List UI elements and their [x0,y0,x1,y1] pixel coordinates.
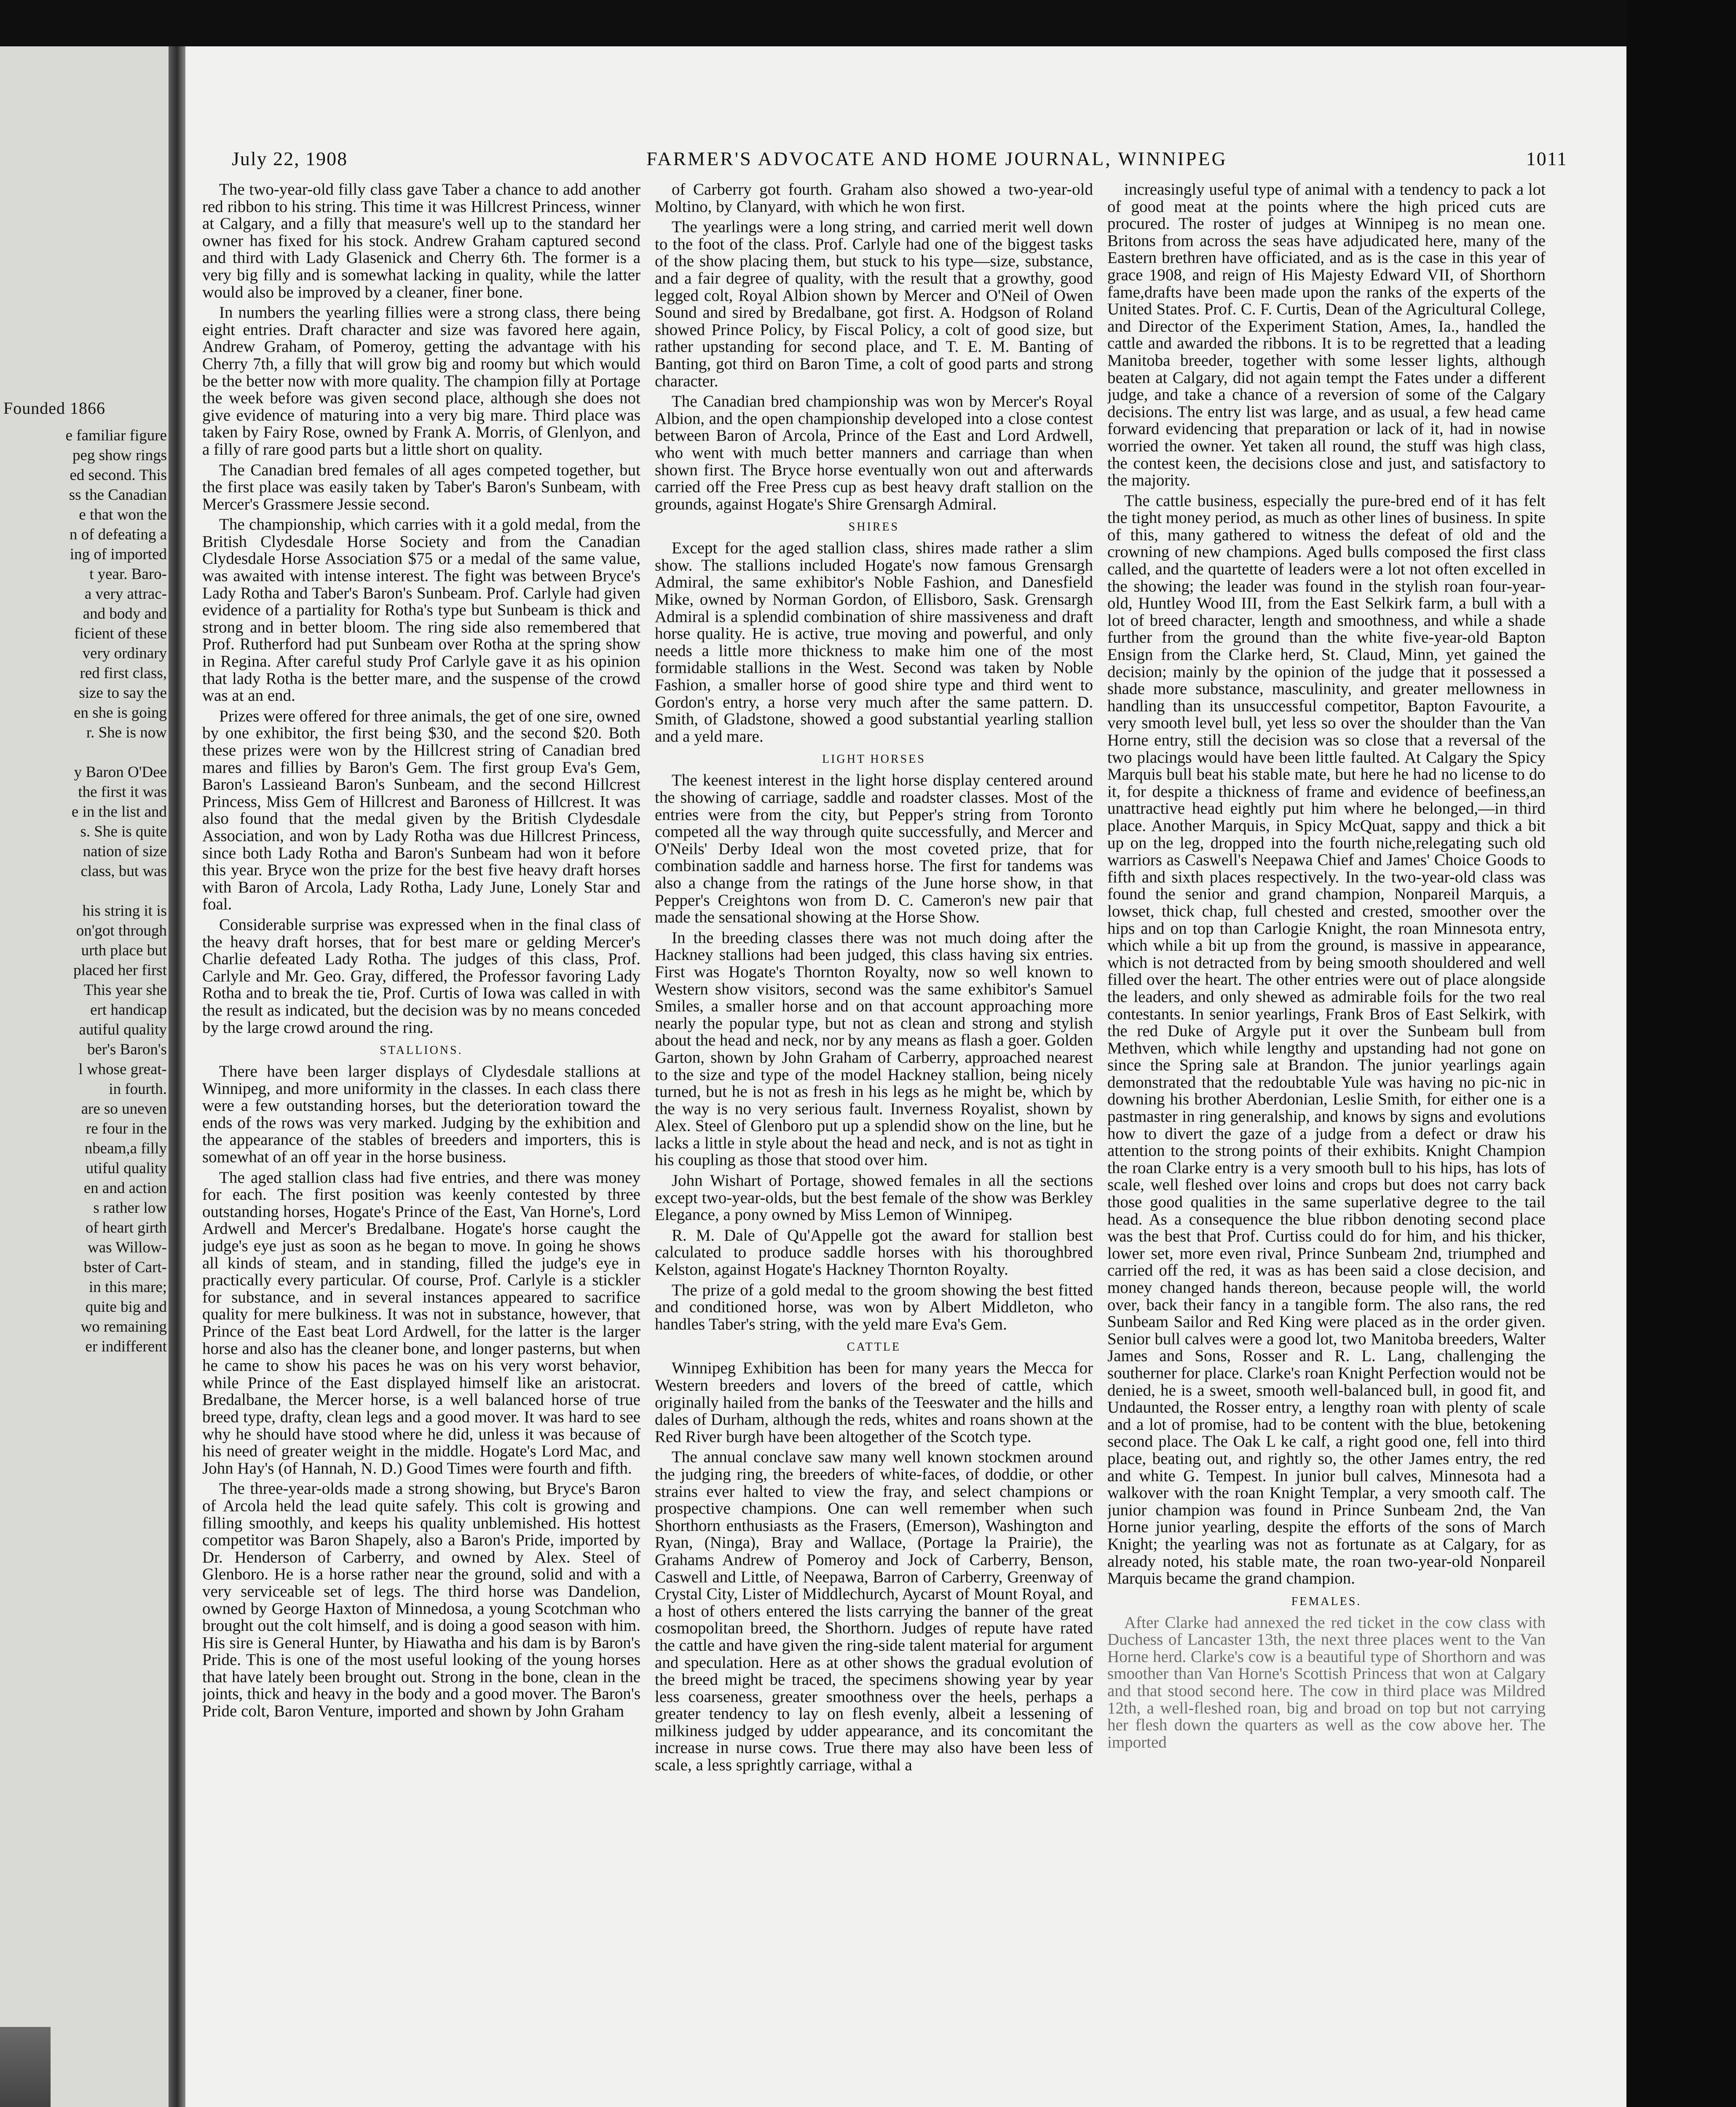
column-3-paragraphs [1107,181,1546,1587]
paragraph: Considerable surprise was expressed when in the final class of the heavy draft horses, that for best mare or gelding Mercer's Charlie defeated Lady Rotha. The judges of this class, Prof. Carlyle and Mr. Geo. Gray, differed, the Professor favoring Lady Rotha and to break the tie, Prof. Curtis of Iowa was called in with the result as indicated, but the decision was by no means conceded by the large crowd around the ring. [202,915,640,1037]
previous-page-line: red first class, [80,665,167,682]
previous-page-line: very ordinary [82,645,167,662]
previous-page-fragment [0,46,169,2107]
main-page [185,46,1626,2107]
previous-page-line: utiful quality [86,1160,167,1177]
paragraph: R. M. Dale of Qu'Appelle got the award for stallion best calculated to produce saddle horses with his thoroughbred Kelston, against Hogate's Hackney Thornton Royalty. [655,1226,1093,1279]
previous-page-line: t year. Baro- [89,566,167,583]
column-2-paragraphs-c [655,772,1093,1333]
paragraph: The yearlings were a long string, and carried merit well down to the foot of the class. Prof. Carlyle had one of the biggest tasks of the show placing them, but stuck to his type—size, substance, and a fair degree of quality, with the result that a growthy, good legged colt, Royal Albion shown by Mercer and O'Neil of Owen Sound and sired by Bredalbane, got first. A. Hodgson of Roland showed Prince Policy, by Fiscal Policy, a colt of good size, but rather upstanding for second place, and T. E. M. Banting of Banting, got third on Baron Time, a colt of good parts and strong character. [655,218,1093,390]
paragraph: Except for the aged stallion class, shires made rather a slim show. The stallions included Hogate's now famous Grensargh Admiral, the same exhibitor's Noble Fashion, and Danesfield Mike, owned by Norman Gordon, of Ellisboro, Sask. Grensargh Admiral is a splendid combination of shire massiveness and draft horse quality. He is active, true moving and powerful, and only needs a little more thickness to make him one of the most formidable stallions in the West. Second was taken by Noble Fashion, a smaller horse of good shire type and third went to Gordon's entry, a horse very much after the same pattern. D. Smith, of Gladstone, showed a good substantial yearling stallion and a yeld mare. [655,539,1093,745]
paragraph: There have been larger displays of Clydesdale stallions at Winnipeg, and more uniformity in the classes. In each class there were a few outstanding horses, but the deterioration toward the ends of the rows was very marked. Judging by the exhibition and the appearance of the stables of breeders and importers, this is somewhat of an off year in the horse business. [202,1062,640,1166]
paragraph: The Canadian bred championship was won by Mercer's Royal Albion, and the open championship developed into a close contest between Baron of Arcola, Prince of the East and Lord Ardwell, who went with much better manners and carriage than when shown first. The Bryce horse eventually won out and afterwards carried off the Free Press cup as best heavy draft stallion on the grounds, against Hogate's Shire Grensargh Admiral. [655,392,1093,513]
previous-page-line: y Baron O'Dee [74,764,167,781]
paragraph: In numbers the yearling fillies were a strong class, there being eight entries. Draft character and size was favored here again, Andrew Graham, of Pomeroy, getting the advantage with his Cherry 7th, a filly that will grow big and roomy but which would be the better now with more quality. The champion filly at Portage the week before was given second place, although she does not give evidence of maturing into a very big mare. Third place was taken by Fairy Rose, owned by Frank A. Morris, of Glenlyon, and a filly of rare good parts but a little short on quality. [202,303,640,458]
photo-fragment [0,2027,51,2107]
previous-page-line: l whose great- [78,1061,167,1078]
section-heading-light-horses: LIGHT HORSES [822,753,926,766]
column-2-paragraphs-b [655,540,1093,745]
paragraph: After Clarke had annexed the red ticket in the cow class with Duchess of Lancaster 13th, the next three places went to the Van Horne herd. Clarke's cow is a beautiful type of Shorthorn and was smoother than Van Horne's Scottish Princess that won at Calgary and that stood second here. The cow in third place was Mildred 12th, a well-fleshed roan, big and broad on top but not carrying her flesh down the quarters as well as the cow above her. The imported [1107,1613,1546,1751]
previous-page-line: e in the list and [71,803,167,820]
previous-page-line: nation of size [83,843,167,860]
previous-page-line: class, but was [80,863,167,880]
paragraph: In the breeding classes there was not much doing after the Hackney stallions had been judged, this class having six entries. First was Hogate's Thornton Royalty, now so well known to Western show visitors, second was the same exhibitor's Samuel Smiles, a smaller horse and on that account approaching more nearly the popular type, but not as clean and strong and stylish about the head and neck, nor by any means as flash a goer. Golden Garton, shown by John Graham of Carberry, approached nearest to the size and type of the model Hackney stallion, being nicely turned, but he is not as fresh in his legs as he might be, which by the way is no very serious fault. Inverness Royalist, shown by Alex. Steel of Glenboro put up a splendid show on the line, but he lacks a little in style about the head and neck, and is not as tight in his coupling as those that stood over him. [655,928,1093,1169]
paragraph: The keenest interest in the light horse display centered around the showing of carriage, saddle and roadster classes. Most of the entries were from the city, but Pepper's string from Toronto competed all the way through quite successfully, and Mercer and O'Neils' Derby Ideal won the most coveted prize, that for combination saddle and harness horse. The first for tandems was also a change from the ratings of the June horse show, in that Pepper's Creightons won from D. C. Cameron's new pair that made the sensational showing at the Horse Show. [655,771,1093,927]
previous-page-line: on'got through [76,922,167,939]
previous-page-line: ert handicap [90,1001,167,1019]
column-1 [202,181,640,2107]
previous-page-line: er indifferent [85,1338,167,1355]
section-heading-shires: SHIRES [848,520,900,534]
previous-page-line: and body and [83,605,167,622]
section-heading-females: FEMALES. [1291,1595,1362,1608]
previous-page-line: r. She is now [86,724,167,741]
previous-page-line: re four in the [86,1120,167,1137]
running-header [232,147,1567,173]
previous-page-line: placed her first [73,962,167,979]
previous-page-line [2,881,167,901]
paragraph: increasingly useful type of animal with a tendency to pack a lot of good meat at the points where the high priced cuts are procured. The roster of judges at Winnipeg is no mean one. Britons from across the seas have adjudicated here, many of the Eastern brethren have officiated, and as is the case in this year of grace 1908, and reign of His Majesty Edward VII, of Shorthorn fame,drafts have been made upon the ranks of the experts of the United States. Prof. C. F. Curtis, Dean of the Agricultural College, and Director of the Experiment Station, Ames, Ia., handled the cattle and awarded the ribbons. It is to be regretted that a leading Manitoba breeder, together with some lesser lights, although beaten at Calgary, did not again tempt the Fates under a different judge, and take a chance of a reversion of some of the Calgary decisions. The entry list was large, and as usual, a few head came forward evidencing that preparation or lack of it, had in nowise worried the owner. Yet taken all round, the stuff was high class, the contest keen, the decisions close and just, and satisfactory to the majority. [1107,181,1546,490]
previous-page-line: ed second. This [70,466,167,484]
previous-page-text [2,426,167,1356]
previous-page-line: quite big and [85,1298,167,1316]
paragraph: The annual conclave saw many well known stockmen around the judging ring, the breeders of white-faces, of doddie, or other strains ever halted to view the fray, and select champions or prospective champions. One can well remember when such Shorthorn enthusiasts as the Frasers, (Emerson), Washington and Ryan, (Ninga), Bray and Wallace, (Portage la Prairie), the Grahams Andrew of Pomeroy and Jock of Carberry, Benson, Caswell and Little, of Neepawa, Barron of Carberry, Greenway of Crystal City, Lister of Middlechurch, Aycarst of Mount Royal, and a host of others entered the lists carrying the banner of the great cosmopolitan breed, the Shorthorn. Judges of repute have rated the cattle and have given the ring-side talent material for argument and speculation. Here as at other shows the gradual evolution of the breed might be traced, the specimens showing year by year less coarseness, greater smoothness over the heels, perhaps a greater tendency to lay on flesh evenly, albeit a lessening of milkiness judged by udder appearance, and its concomitant the increase in nurse cows. True there may also have been less of scale, a less sprightly carriage, withal a [655,1448,1093,1775]
paragraph: The Canadian bred females of all ages competed together, but the first place was easily taken by Taber's Baron's Sunbeam, with Mercer's Grassmere Jessie second. [202,461,640,513]
section-heading-stallions: STALLIONS. [380,1044,463,1057]
column-1-paragraphs [202,181,640,1036]
previous-page-line: urth place but [81,942,167,959]
previous-page-line: was Willow- [88,1239,167,1256]
previous-page-line: ss the Canadian [69,486,167,504]
column-1-paragraphs-b [202,1063,640,1720]
previous-page-line: nbeam,a filly [84,1140,167,1157]
paragraph: Winnipeg Exhibition has been for many years the Mecca for Western breeders and lovers of the breed of cattle, which originally hailed from the banks of the Teeswater and the hills and dales of Durham, although the reds, whites and roans shown at the Red River burgh have been altogether of the Scotch type. [655,1359,1093,1446]
column-2 [655,181,1093,2107]
previous-page-line [2,743,167,762]
previous-page-line: autiful quality [79,1021,167,1038]
paragraph: The three-year-olds made a strong showing, but Bryce's Baron of Arcola held the lead quite safely. This colt is growing and filling smoothly, and keeps his quality unblemished. His hottest competitor was Baron Shapely, also a Baron's Pride, imported by Dr. Henderson of Carberry, and owned by Alex. Steel of Glenboro. He is a horse rather near the ground, solid and with a very serviceable set of legs. The third horse was Dandelion, owned by George Haxton of Minnedosa, a young Scotchman who brought out the colt himself, and is doing a good season with him. His sire is General Hunter, by Hiawatha and his dam is by Baron's Pride. This is one of the most useful looking of the young horses that have lately been brought out. Strong in the bone, clean in the joints, thick and heavy in the body and a good mover. The Baron's Pride colt, Baron Venture, imported and shown by John Graham [202,1480,640,1721]
previous-page-line: This year she [83,981,167,999]
previous-page-line: bster of Cart- [83,1259,167,1276]
column-2-paragraphs [655,181,1093,513]
scan-border-top [0,0,1736,46]
previous-page-line: the first it was [78,783,167,801]
previous-page-line: a very attrac- [84,585,167,603]
previous-page-line: e familiar figure [65,427,167,444]
previous-page-line: his string it is [82,902,167,919]
previous-page-line: en and action [83,1179,167,1197]
paragraph: The championship, which carries with it a gold medal, from the British Clydesdale Horse Society and from the Canadian Clydesdale Horse Association $75 or a medal of the same value, was awaited with intense interest. The fight was between Bryce's Lady Rotha and Taber's Baron's Sunbeam. Prof. Carlyle had given evidence of a partiality for Rotha's type but Sunbeam is thick and strong and in better bloom. The ring side also remembered that Prof. Rutherford had put Sunbeam over Rotha at the spring show in Regina. After careful study Prof Carlyle gave it as his opinion that lady Rotha is the better mare, and the suspense of the crowd was at an end. [202,515,640,705]
header-title: FARMER'S ADVOCATE AND HOME JOURNAL, WINNIPEG [646,148,1227,169]
paragraph: The aged stallion class had five entries, and there was money for each. The first position was keenly contested by three outstanding horses, Hogate's Prince of the East, Van Horne's, Lord Ardwell and Mercer's Bredalbane. Hogate's horse caught the judge's eye just as soon as he began to move. In going he shows all kinds of steam, and in standing, filled the judge's eye in practically every particular. Of course, Prof. Carlyle is a stickler for substance, and in several instances appeared to sacrifice quality for mere bulkiness. It was not in substance, however, that Prince of the East beat Lord Ardwell, for the latter is the larger horse and also has the cleaner bone, and longer pasterns, but when he came to show his paces he was on his very worst behavior, while Prince of the East displayed himself like an aristocrat. Bredalbane, the Mercer horse, is a well balanced horse of true breed type, drafty, clean legs and a good mover. It was hard to see why he should have stood where he did, unless it was because of his need of greater weight in the middle. Hogate's Lord Mac, and John Hay's (of Hannah, N. D.) Good Times were fourth and fifth. [202,1168,640,1477]
page-number: 1011 [1526,148,1567,169]
header-date: July 22, 1908 [232,148,348,169]
previous-page-line: are so uneven [81,1100,167,1118]
previous-page-line: ber's Baron's [87,1041,167,1058]
section-heading-cattle: CATTLE [847,1340,901,1354]
previous-page-line: e that won the [79,506,167,523]
previous-page-line: wo remaining [80,1318,167,1335]
scan-border-right [1626,0,1736,2107]
paragraph: The two-year-old filly class gave Taber a chance to add another red ribbon to his string. This time it was Hillcrest Princess, winner at Calgary, and a filly that measure's well up to the standard her owner has fixed for his stock. Andrew Graham captured second and third with Lady Glasenick and Cherry 6th. The former is a very big filly and is somewhat lacking in quality, while the latter would also be improved by a cleaner, finer bone. [202,181,640,301]
paragraph: The cattle business, especially the pure-bred end of it has felt the tight money period, as much as other lines of business. In spite of this, many gathered to witness the defeat of old and the crowning of new champions. Aged bulls composed the first class called, and the quartette of leaders were a lot not often excelled in the showing; the leader was found in the stylish roan four-year-old, Huntley Wood III, from the East Selkirk farm, a bull with a lot of breed character, length and smoothness, and while a shade further from the ground than the white five-year-old Bapton Ensign from the Clarke herd, St. Claud, Minn, yet gained the decision; mainly by the opinion of the judge that it possessed a shade more substance, masculinity, and greater mellowness in handling than its unsuccessful competitor, Bapton Favourite, a very smooth level bull, yet less so over the shoulder than the Van Horne entry, still the decision was so close that a reversal of the two placings would have been little faulted. At Calgary the Spicy Marquis bull beat his stable mate, but here he had no license to do it, for despite a thickness of frame and evidence of beefiness,an unattractive head eightly put him where he belonged,—in third place. Another Marquis, in Spicy McQuat, sappy and thick a bit up on the leg, dropped into the fourth niche,relegating such old warriors as Caswell's Neepawa Chief and James' Choice Goods to fifth and sixth places respectively. In the two-year-old class was found the senior and grand champion, Nonpareil Marquis, a lowset, thick chap, full chested and crested, smoother over the hips and on top than Carlogie Knight, the roan Minnesota entry, which while a bit up from the ground, is massive in appearance, which is not detracted from by being smooth shouldered and well filled over the heart. The other entries were out of place alongside the leaders, and only shewed as admirable foils for the two real contestants. In senior yearlings, Frank Bros of East Selkirk, with the red Duke of Argyle put it over the Sunbeam bull from Methven, which while lengthy and upstanding had not gone on since the Spring sale at Brandon. The junior yearlings again demonstrated that the redoubtable Yule was having no pic-nic in downing his brother Aberdonian, Leslie Smith, for either one is a pastmaster in ring generalship, and knows by signs and evolutions how to divert the gaze of a judge from a defect or draw his attention to the strong points of their exhibits. Knight Champion the roan Clarke entry is a very smooth bull to his hips, has lots of scale, well fleshed over loins and crops but does not carry back those good qualities in the same superlative degree to the tail head. As a consequence the blue ribbon denoting second place was the best that Prof. Curtiss could do for him, and his thicker, lower set, more even rival, Prince Sunbeam 2nd, triumphed and carried off the red, it was as has been said a close decision, and money changed hands thereon, because people will, the world over, back their fancy in a tangible form. The also rans, the red Sunbeam Sailor and Red King were placed as in the order given. Senior bull calves were a good lot, two Manitoba breeders, Walter James and Sons, Rosser and R. L. Lang, challenging the southerner for place. Clarke's roan Knight Perfection would not be denied, he is a sweet, smooth well-balanced bull, in good fit, and Undaunted, the Rosser entry, a lengthy roan with plenty of scale and a lot of promise, had to be content with the blue, betokening second place. The Oak L ke calf, a right good one, fell into third place, beating out, and rightly so, the other James entry, the red and white G. Tempest. In junior bull calves, Minnesota had a walkover with the roan Knight Templar, a very smooth calf. The junior champion was found in Prince Sunbeam 2nd, the Van Horne junior yearling, despite the efforts of the sons of March Knight; the yearling was not as fortunate as at Calgary, for as already noted, his stable mate, the roan two-year-old Nonpareil Marquis became the grand champion. [1107,491,1546,1588]
previous-page-line: en she is going [74,704,167,721]
previous-page-line: of heart girth [85,1219,167,1236]
previous-page-line: n of defeating a [69,526,167,543]
previous-page-line: in fourth. [109,1080,167,1098]
previous-page-line: ficient of these [74,625,167,642]
previous-page-line: in this mare; [89,1279,167,1296]
article-columns [202,181,1551,2107]
paragraph: John Wishart of Portage, showed females in all the sections except two-year-olds, but the best female of the show was Berkley Elegance, a pony owned by Miss Lemon of Winnipeg. [655,1171,1093,1224]
previous-page-line: s. She is quite [80,823,167,840]
previous-page-line: ing of imported [70,546,167,563]
previous-page-folio: Founded 1866 [3,399,105,418]
previous-page-line: size to say the [79,684,167,702]
paragraph: The prize of a gold medal to the groom showing the best fitted and conditioned horse, was won by Albert Middleton, who handles Taber's string, with the yeld mare Eva's Gem. [655,1281,1093,1333]
paragraph: Prizes were offered for three animals, the get of one sire, owned by one exhibitor, the first being $30, and the second $20. Both these prizes were won by the Hillcrest string of Canadian bred mares and fillies by Baron's Gem. The first group Eva's Gem, Baron's Lassieand Baron's Sunbeam, and the second Hillcrest Princess, Miss Gem of Hillcrest and Baroness of Hillcrest. It was also found that the medal given by the British Clydesdale Association, and won by Lady Rotha was due Hillcrest Princess, since both Lady Rotha and Baron's Sunbeam had won it before this year. Bryce won the prize for the best five heavy draft horses with Baron of Arcola, Lady Rotha, Lady June, Lonely Star and foal. [202,707,640,914]
previous-page-line: peg show rings [72,447,167,464]
paragraph: of Carberry got fourth. Graham also showed a two-year-old Moltino, by Clanyard, with which he won first. [655,181,1093,216]
column-2-paragraphs-d [655,1360,1093,1774]
column-3 [1107,181,1546,2107]
book-gutter [169,46,185,2107]
column-3-paragraphs-b [1107,1614,1546,1751]
previous-page-line: s rather low [93,1199,167,1217]
